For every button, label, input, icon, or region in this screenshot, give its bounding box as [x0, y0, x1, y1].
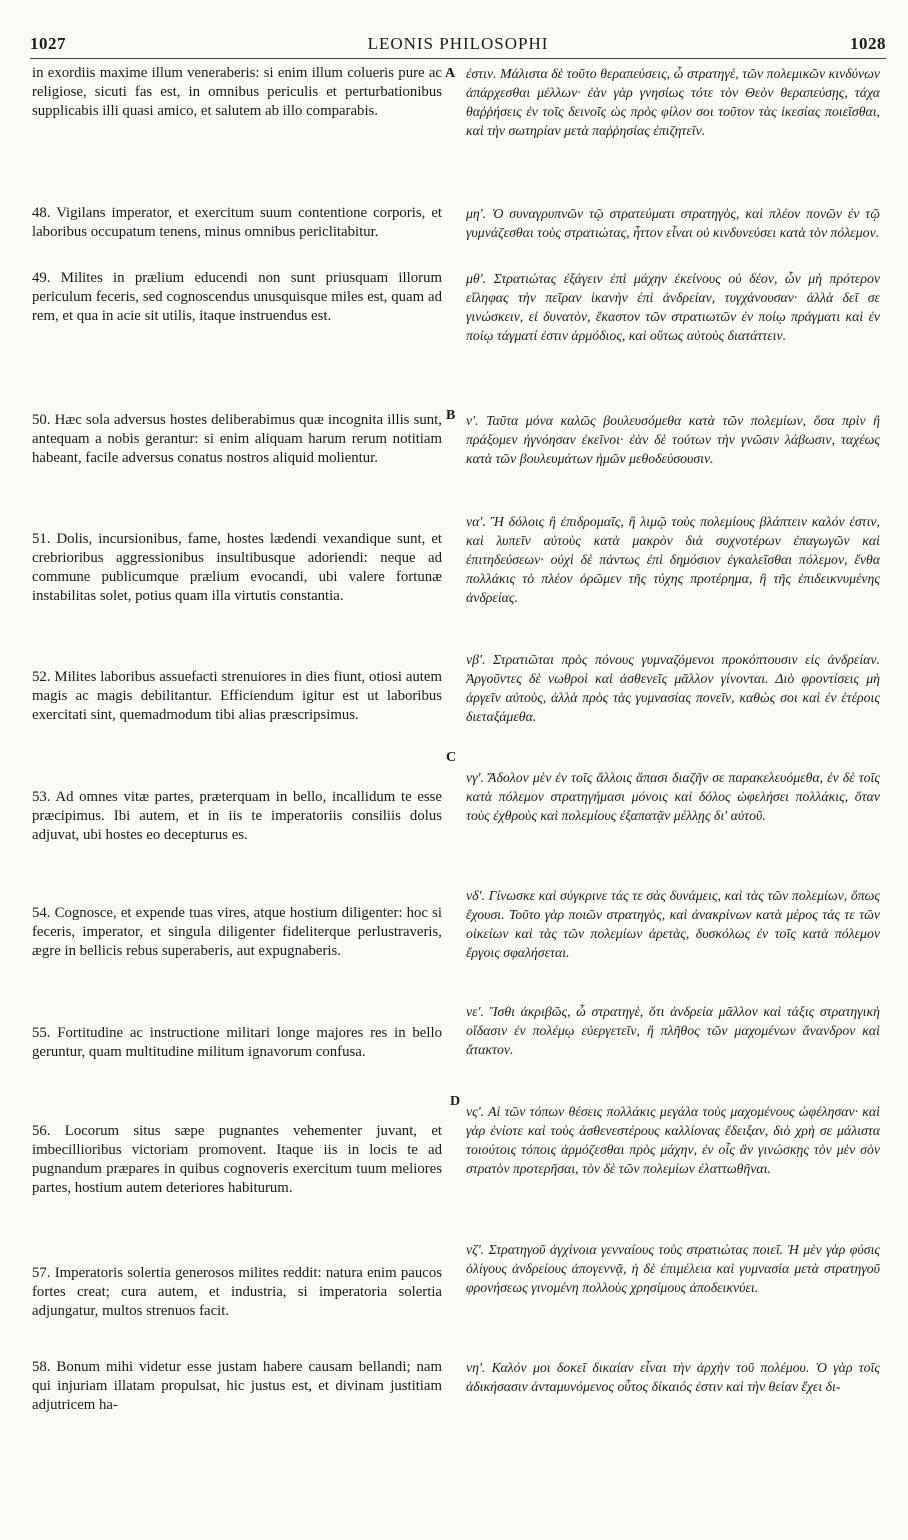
greek-paragraph-48: μη'. Ὁ συναγρυπνῶν τῷ στρατεύματι στρατηγὸς, καὶ πλέον πονῶν ἐν τῷ γυμνάζεσθαι τοὺς στρατιώτας, ἧττον εἶναι οὐ κινδυνεύσει κατὰ τὸν πόλεμον.: [466, 206, 880, 240]
running-head: [30, 34, 886, 56]
latin-paragraph-47: in exordiis maxime illum veneraberis: si enim illum colueris pure ac religiose, sicuti fas est, in omnibus periculis et perturbationibus supplicabis illi quasi amico, et salutem ab illo comparabis.: [32, 65, 442, 119]
margin-marker-a: A: [445, 66, 456, 81]
margin-marker-b: B: [446, 408, 456, 423]
greek-paragraph-53: νγ'. Ἄδολον μὲν ἐν τοῖς ἄλλοις ἅπασι διαζῆν σε παρακελευόμεθα, ἐν δὲ τοῖς κατὰ πόλεμον στρατηγήμασι μόνοις καὶ δόλος ὠφελήσει πολλάκις, ὅταν τοὺς ἐχθροὺς καὶ πολεμίους ἐξαπατᾷν μέλλῃς δι' αὐτοῦ.: [466, 770, 880, 823]
left-page-number: 1027: [30, 34, 66, 53]
greek-paragraph-51: να'. Ἢ δόλοις ἢ ἐπιδρομαῖς, ἢ λιμῷ τοὺς πολεμίους βλάπτειν καλόν ἐστιν, καὶ λυπεῖν αὐτοὺς κατὰ μακρὸν διὰ συχνοτέρων ἐπαγωγῶν καὶ ἐπιτηδεύσεων· οὐχὶ δὲ πάντως ἐπὶ δημόσιον ἐγκαλεῖσθαι πόλεμον, ἔνθα πολλάκις τὸ πλέον ὁρῶμεν τῆς τύχης προτέρημα, ἢ τῆς ἐπιδεικνυμένης ἀνδρείας.: [466, 514, 880, 605]
running-title: LEONIS PHILOSOPHI: [367, 34, 549, 53]
greek-paragraph-47: ἐστιν. Μάλιστα δὲ τοῦτο θεραπεύσεις, ὦ στρατηγὲ, τῶν πολεμικῶν κινδύνων ἀπάρχεσθαι μέλλων· ἐὰν γὰρ γνησίως τότε τὸν Θεὸν θεραπεύσῃς, τάχα θαῤῥήσεις ἐν τοῖς δεινοῖς ὡς πρὸς φίλον σοι τοῦτον τὰς ἱκεσίας ποιεῖσθαι, καὶ τὴν σωτηρίαν μετὰ παῤῥησίας ἐπιζητεῖν.: [466, 66, 880, 138]
latin-paragraph-48: 48. Vigilans imperator, et exercitum suum contentione corporis, et laboribus occupatum tenens, minus omnibus periclitabitur.: [32, 205, 442, 240]
header-rule: [30, 58, 886, 59]
latin-paragraph-52: 52. Milites laboribus assuefacti strenuiores in dies fiunt, otiosi autem magis ac magis debilitantur. Efficiendum igitur est ut laboribus exercitati sint, quemadmodum tibi alias præscripsimus.: [32, 669, 442, 723]
margin-marker-c: C: [446, 750, 457, 765]
latin-paragraph-55: 55. Fortitudine ac instructione militari longe majores res in bello geruntur, quam multitudine militum ignavorum confusa.: [32, 1025, 442, 1060]
greek-paragraph-52: νβ'. Στρατιῶται πρὸς πόνους γυμναζόμενοι προκόπτουσιν εἰς ἀνδρείαν. Ἀργοῦντες δὲ νωθροὶ καὶ ἀσθενεῖς μᾶλλον γίνονται. Διὸ φροντίσεις μὴ ἀργεῖν αὐτοὺς, ἀλλὰ πρὸς τὰς γυμνασίας πονεῖν, καθὼς σοι καὶ ἐν ἑτέροις διεταξάμεθα.: [466, 652, 880, 724]
greek-paragraph-54: νδ'. Γίνωσκε καὶ σύγκρινε τάς τε σὰς δυνάμεις, καὶ τὰς τῶν πολεμίων, ὅπως ἔχουσι. Τοῦτο γὰρ ποιῶν στρατηγὸς, καὶ ἀνακρίνων κατὰ μέρος τάς τε τῶν οἰκείων καὶ τὰς τῶν πολεμίων ἀρετὰς, δυσκόλως ἐν τοῖς κατὰ πόλεμον ἔργοις σφαλήσεται.: [466, 888, 880, 960]
greek-paragraph-58: νη'. Καλόν μοι δοκεῖ δικαίαν εἶναι τὴν ἀρχὴν τοῦ πολέμου. Ὁ γὰρ τοῖς ἀδικήσασιν ἀνταμυνόμενος οὗτος δίκαιός ἐστιν καὶ τὴν θείαν ἔχει δι-: [466, 1360, 880, 1394]
latin-paragraph-51: 51. Dolis, incursionibus, fame, hostes lædendi vexandique sunt, et crebrioribus aggressionibus insultibusque adoriendi: neque ad commune publicumque prælium evocandi, ubi valere fortunæ instabilitas solet, potius quam illa virtutis constantia.: [32, 531, 442, 604]
latin-paragraph-54: 54. Cognosce, et expende tuas vires, atque hostium diligenter: hoc si feceris, imperator, et singula diligenter fideliterque perlustraveris, ægre in bellicis rebus superaberis, aut expugnaberis.: [32, 905, 442, 959]
greek-paragraph-57: νζ'. Στρατηγοῦ ἀγχίνοια γενναίους τοὺς στρατιώτας ποιεῖ. Ἡ μὲν γὰρ φύσις ὀλίγους ἀνδρείους ἀπογεννᾷ, ἡ δὲ ἐπιμέλεια καὶ γυμνασία μετὰ στρατηγοῦ φρονήσεως γινομένη πολλοὺς χρησίμους ἀποδεικνύει.: [466, 1242, 880, 1295]
latin-paragraph-58: 58. Bonum mihi videtur esse justam habere causam bellandi; nam qui injuriam illatam propulsat, hic justus est, et divinam justitiam adjutricem ha-: [32, 1359, 442, 1413]
latin-paragraph-57: 57. Imperatoris solertia generosos milites reddit: natura enim paucos fortes creat; cura autem, et industria, si imperatoria solertia adjungatur, multos strenuos facit.: [32, 1265, 442, 1319]
greek-paragraph-49: μθ'. Στρατιώτας ἐξάγειν ἐπὶ μάχην ἐκείνους οὐ δέον, ὧν μὴ πρότερον εἴληφας τὴν πεῖραν ἱκανὴν ἐπὶ ἀνδρείαν, τυγχάνουσαν· ἀλλὰ δεῖ σε γινώσκειν, εἰ δυνατὸν, ἕκαστον τῶν στρατιωτῶν ἐν ποίῳ πράγματι καὶ ἐν ποίῳ τάγματί ἐστιν ἁρμόδιος, καὶ οὕτως αὐτοὺς διατάττειν.: [466, 271, 880, 343]
latin-paragraph-56: 56. Locorum situs sæpe pugnantes vehementer juvant, et imbecillioribus victoriam promovent. Itaque iis in locis te ad pugnandum præpares in quibus cognoveris exercitum tuum meliores partes, hostium autem deteriores habiturum.: [32, 1123, 442, 1196]
latin-paragraph-50: 50. Hæc sola adversus hostes deliberabimus quæ incognita illis sunt, antequam a nobis gerantur: si enim aliquam harum rerum notitiam habeant, facile adversus conatus nostros aliquid molientur.: [32, 412, 442, 466]
greek-paragraph-56: νς'. Αἱ τῶν τόπων θέσεις πολλάκις μεγάλα τοὺς μαχομένους ὠφέλησαν· καὶ γὰρ ἐνίοτε καὶ τοὺς ἀσθενεστέρους καλλίονας ἔδειξαν, διὸ χρὴ σε μάλιστα τοιούτοις τόποις ἁρμόζεσθαι πρὸς μάχην, ἐν οἷς ἂν γινώσκῃς τὸν μὲν σὸν στρατὸν προτερῆσαι, τὸν δὲ τῶν πολεμίων ἐλαττωθῆναι.: [466, 1104, 880, 1176]
right-page-number: 1028: [850, 34, 886, 53]
greek-paragraph-50: ν'. Ταῦτα μόνα καλῶς βουλευσόμεθα κατὰ τῶν πολεμίων, ὅσα πρὶν ἢ πράξομεν ἠγνόησαν ἐκεῖνοι· ἐὰν δὲ τούτων τὴν γνῶσιν λάβωσιν, ταχέως κατὰ τῶν βουλευμάτων ἡμῶν μεθοδεύσουσιν.: [466, 413, 880, 466]
latin-paragraph-49: 49. Milites in prælium educendi non sunt priusquam illorum periculum feceris, sed cognoscendus unusquisque miles est, quam ad rem, et qua in acie sit utilis, itaque instruendus est.: [32, 270, 442, 324]
latin-paragraph-53: 53. Ad omnes vitæ partes, præterquam in bello, incallidum te esse præcipimus. Ibi autem, et in iis te imperatoriis consiliis dolus adjuvat, ubi hostes eo decepturus es.: [32, 789, 442, 843]
greek-paragraph-55: νε'. Ἴσθι ἀκριβῶς, ὦ στρατηγὲ, ὅτι ἀνδρεία μᾶλλον καὶ τάξις στρατηγικὴ οἴδασιν ἐν πολέμῳ εὐεργετεῖν, ἢ πλῆθος τῶν μαχομένων ἄνανδρον καὶ ἄτακτον.: [466, 1004, 880, 1057]
margin-marker-d: D: [450, 1094, 461, 1109]
